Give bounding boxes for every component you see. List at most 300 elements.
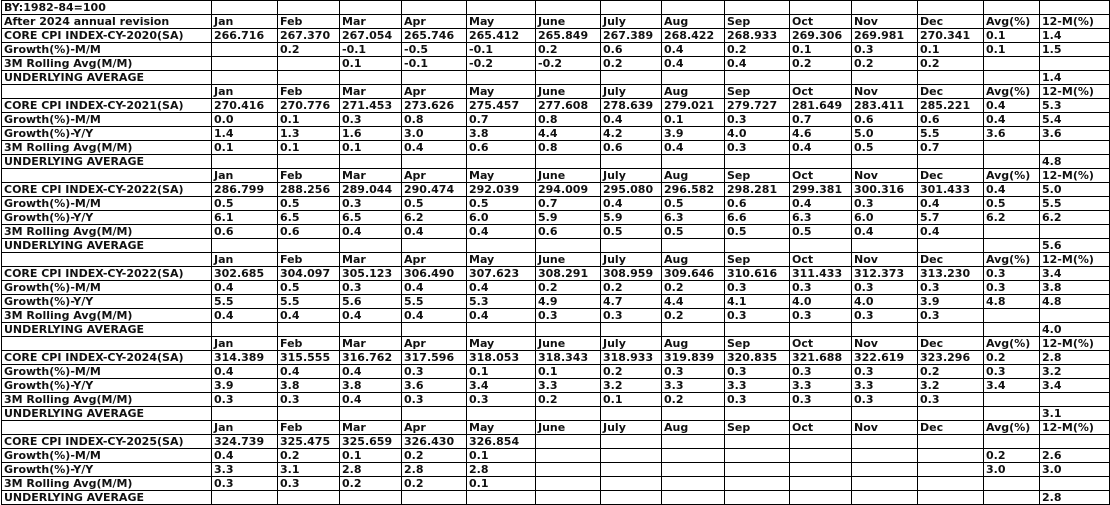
value-cell: 0.3 xyxy=(852,197,918,211)
value-cell: 269.981 xyxy=(852,29,918,43)
avg-cell xyxy=(984,435,1040,449)
row-label: Growth(%)-M/M xyxy=(2,197,212,211)
value-cell: 314.389 xyxy=(212,351,278,365)
value-cell: 0.2 xyxy=(278,449,340,463)
value-cell xyxy=(725,463,790,477)
value-cell: 5.0 xyxy=(852,127,918,141)
value-cell: 0.1 xyxy=(536,365,601,379)
value-cell: 267.054 xyxy=(340,29,402,43)
avg-cell xyxy=(984,57,1040,71)
value-cell: 0.3 xyxy=(790,309,852,323)
twelve-month-header: 12-M(%) xyxy=(1040,421,1110,435)
value-cell: 0.4 xyxy=(852,225,918,239)
value-cell: 3.4 xyxy=(467,379,536,393)
month-header: June xyxy=(536,85,601,99)
month-header: June xyxy=(536,421,601,435)
value-cell: 3.9 xyxy=(918,295,984,309)
value-cell: 6.3 xyxy=(790,211,852,225)
empty-cell xyxy=(918,491,984,505)
month-header: Feb xyxy=(278,337,340,351)
twelve-month-cell xyxy=(1040,141,1110,155)
twelve-month-cell xyxy=(1040,477,1110,491)
value-cell: 3.6 xyxy=(402,379,467,393)
month-header: July xyxy=(601,85,662,99)
table-row xyxy=(2,449,1110,463)
month-header: Apr xyxy=(402,253,467,267)
avg-cell: 0.5 xyxy=(984,197,1040,211)
value-cell: 0.2 xyxy=(601,57,662,71)
value-cell: 0.3 xyxy=(852,365,918,379)
value-cell: -0.5 xyxy=(402,43,467,57)
month-header: July xyxy=(601,337,662,351)
value-cell: 5.5 xyxy=(212,295,278,309)
empty-cell xyxy=(212,155,278,169)
value-cell: 0.5 xyxy=(662,225,725,239)
row-label: 3M Rolling Avg(M/M) xyxy=(2,477,212,491)
value-cell: 309.646 xyxy=(662,267,725,281)
table-row xyxy=(2,463,1110,477)
twelve-month-cell xyxy=(1040,393,1110,407)
month-header: Feb xyxy=(278,15,340,29)
value-cell xyxy=(918,477,984,491)
empty-cell xyxy=(984,491,1040,505)
avg-cell: 0.2 xyxy=(984,449,1040,463)
value-cell: 322.619 xyxy=(852,351,918,365)
month-header: Dec xyxy=(918,169,984,183)
value-cell: 294.009 xyxy=(536,183,601,197)
table-row xyxy=(2,435,1110,449)
value-cell xyxy=(662,477,725,491)
underlying-average-row xyxy=(2,71,1110,85)
value-cell: 325.659 xyxy=(340,435,402,449)
empty-cell xyxy=(601,239,662,253)
avg-header: Avg(%) xyxy=(984,421,1040,435)
value-cell: 0.3 xyxy=(402,393,467,407)
value-cell: 0.3 xyxy=(340,113,402,127)
table-row xyxy=(2,379,1110,393)
empty-cell xyxy=(278,239,340,253)
value-cell: 286.799 xyxy=(212,183,278,197)
value-cell: 0.1 xyxy=(918,43,984,57)
value-cell: 319.839 xyxy=(662,351,725,365)
value-cell: 0.1 xyxy=(601,393,662,407)
underlying-average-label: UNDERLYING AVERAGE xyxy=(2,491,212,505)
value-cell: 326.854 xyxy=(467,435,536,449)
value-cell: 0.6 xyxy=(278,225,340,239)
empty-cell xyxy=(278,71,340,85)
table-row xyxy=(2,225,1110,239)
value-cell: 324.739 xyxy=(212,435,278,449)
month-header: Jan xyxy=(212,169,278,183)
value-cell: 5.7 xyxy=(918,211,984,225)
month-header: Sep xyxy=(725,85,790,99)
value-cell: 4.0 xyxy=(852,295,918,309)
month-header: Oct xyxy=(790,85,852,99)
avg-header: Avg(%) xyxy=(984,253,1040,267)
value-cell: 312.373 xyxy=(852,267,918,281)
value-cell: 6.0 xyxy=(467,211,536,225)
value-cell: 308.291 xyxy=(536,267,601,281)
value-cell: 0.2 xyxy=(725,43,790,57)
value-cell: 300.316 xyxy=(852,183,918,197)
table-row xyxy=(2,309,1110,323)
avg-cell xyxy=(984,477,1040,491)
value-cell: 3.3 xyxy=(790,379,852,393)
value-cell: 5.5 xyxy=(402,295,467,309)
month-header: Feb xyxy=(278,85,340,99)
month-header: Mar xyxy=(340,421,402,435)
empty-cell xyxy=(467,323,536,337)
value-cell xyxy=(852,463,918,477)
month-header-row xyxy=(2,421,1110,435)
empty-cell xyxy=(601,323,662,337)
value-cell: 0.4 xyxy=(601,113,662,127)
value-cell: 0.4 xyxy=(212,281,278,295)
value-cell: 0.5 xyxy=(601,225,662,239)
underlying-average-label: UNDERLYING AVERAGE xyxy=(2,407,212,421)
value-cell: 0.2 xyxy=(662,281,725,295)
row-label: Growth(%)-M/M xyxy=(2,113,212,127)
month-header: Mar xyxy=(340,253,402,267)
empty-cell xyxy=(467,71,536,85)
empty-cell xyxy=(536,239,601,253)
value-cell: 0.6 xyxy=(601,43,662,57)
value-cell: 311.433 xyxy=(790,267,852,281)
value-cell: 288.256 xyxy=(278,183,340,197)
row-label: 3M Rolling Avg(M/M) xyxy=(2,309,212,323)
value-cell: 0.2 xyxy=(790,57,852,71)
value-cell xyxy=(662,435,725,449)
value-cell: 0.3 xyxy=(790,393,852,407)
value-cell: 0.3 xyxy=(601,309,662,323)
value-cell: 0.3 xyxy=(340,197,402,211)
twelve-month-header: 12-M(%) xyxy=(1040,253,1110,267)
value-cell: 0.1 xyxy=(467,477,536,491)
twelve-month-header: 12-M(%) xyxy=(1040,169,1110,183)
avg-cell xyxy=(984,225,1040,239)
value-cell: 0.3 xyxy=(536,309,601,323)
underlying-average-row xyxy=(2,155,1110,169)
month-header: June xyxy=(536,15,601,29)
avg-cell: 0.1 xyxy=(984,29,1040,43)
value-cell: 0.4 xyxy=(278,365,340,379)
value-cell: 302.685 xyxy=(212,267,278,281)
value-cell: 270.341 xyxy=(918,29,984,43)
twelve-month-cell: 2.8 xyxy=(1040,351,1110,365)
value-cell: 0.3 xyxy=(725,393,790,407)
month-header: Apr xyxy=(402,85,467,99)
month-header: Mar xyxy=(340,85,402,99)
avg-cell: 3.6 xyxy=(984,127,1040,141)
avg-cell: 0.4 xyxy=(984,113,1040,127)
value-cell: 0.0 xyxy=(212,113,278,127)
empty-cell xyxy=(601,155,662,169)
value-cell: 2.8 xyxy=(467,463,536,477)
row-label: 3M Rolling Avg(M/M) xyxy=(2,393,212,407)
month-header: Jan xyxy=(212,85,278,99)
avg-cell: 4.8 xyxy=(984,295,1040,309)
value-cell: 0.3 xyxy=(852,281,918,295)
value-cell: 292.039 xyxy=(467,183,536,197)
table-row xyxy=(2,351,1110,365)
value-cell: 0.1 xyxy=(467,449,536,463)
underlying-average-label: UNDERLYING AVERAGE xyxy=(2,323,212,337)
month-header: Aug xyxy=(662,337,725,351)
value-cell: 3.9 xyxy=(212,379,278,393)
value-cell xyxy=(852,435,918,449)
month-header: Apr xyxy=(402,337,467,351)
row-label: Growth(%)-M/M xyxy=(2,281,212,295)
month-header-row xyxy=(2,337,1110,351)
value-cell: 0.3 xyxy=(852,393,918,407)
empty-cell xyxy=(278,407,340,421)
empty-cell xyxy=(662,239,725,253)
value-cell xyxy=(918,463,984,477)
month-header: May xyxy=(467,421,536,435)
empty-cell xyxy=(536,155,601,169)
value-cell xyxy=(662,463,725,477)
table-row xyxy=(2,295,1110,309)
value-cell: 290.474 xyxy=(402,183,467,197)
value-cell: -0.1 xyxy=(467,43,536,57)
avg-header: Avg(%) xyxy=(984,85,1040,99)
twelve-month-cell xyxy=(1040,57,1110,71)
month-header: Nov xyxy=(852,85,918,99)
value-cell: 6.3 xyxy=(662,211,725,225)
value-cell: 0.6 xyxy=(467,141,536,155)
twelve-month-cell: 3.2 xyxy=(1040,365,1110,379)
twelve-month-cell: 1.4 xyxy=(1040,29,1110,43)
value-cell: 3.8 xyxy=(278,379,340,393)
value-cell: 0.4 xyxy=(918,225,984,239)
empty-cell xyxy=(852,491,918,505)
value-cell xyxy=(536,477,601,491)
underlying-average-row xyxy=(2,239,1110,253)
twelve-month-cell: 2.6 xyxy=(1040,449,1110,463)
value-cell: 3.1 xyxy=(278,463,340,477)
value-cell: 316.762 xyxy=(340,351,402,365)
value-cell: 323.296 xyxy=(918,351,984,365)
empty-cell xyxy=(852,407,918,421)
value-cell: 0.2 xyxy=(918,57,984,71)
underlying-average-label: UNDERLYING AVERAGE xyxy=(2,71,212,85)
value-cell: 0.7 xyxy=(918,141,984,155)
row-label: Growth(%)-M/M xyxy=(2,365,212,379)
month-header: Apr xyxy=(402,15,467,29)
twelve-month-cell: 5.3 xyxy=(1040,99,1110,113)
month-header-row xyxy=(2,169,1110,183)
value-cell: 0.6 xyxy=(852,113,918,127)
value-cell: 0.5 xyxy=(278,281,340,295)
value-cell: 0.4 xyxy=(212,309,278,323)
underlying-average-row xyxy=(2,323,1110,337)
value-cell: 0.2 xyxy=(340,477,402,491)
value-cell: 0.3 xyxy=(662,365,725,379)
value-cell: 0.2 xyxy=(918,365,984,379)
core-cpi-table xyxy=(1,0,1110,505)
value-cell: 0.2 xyxy=(402,477,467,491)
value-cell: 3.3 xyxy=(852,379,918,393)
value-cell: 285.221 xyxy=(918,99,984,113)
table-row xyxy=(2,127,1110,141)
value-cell: 0.4 xyxy=(467,309,536,323)
value-cell xyxy=(790,449,852,463)
value-cell: 0.5 xyxy=(662,197,725,211)
month-header: Dec xyxy=(918,85,984,99)
value-cell: 0.1 xyxy=(662,113,725,127)
empty-cell xyxy=(725,239,790,253)
month-header: Dec xyxy=(918,337,984,351)
empty-cell xyxy=(340,71,402,85)
month-header: Oct xyxy=(790,337,852,351)
month-header: Aug xyxy=(662,169,725,183)
row-label: 3M Rolling Avg(M/M) xyxy=(2,57,212,71)
value-cell: 3.0 xyxy=(402,127,467,141)
row-label: Growth(%)-Y/Y xyxy=(2,379,212,393)
empty-cell xyxy=(984,407,1040,421)
underlying-average-row xyxy=(2,491,1110,505)
month-header: Feb xyxy=(278,253,340,267)
empty-cell xyxy=(402,323,467,337)
value-cell: 0.3 xyxy=(790,281,852,295)
value-cell: 3.2 xyxy=(601,379,662,393)
value-cell: 0.6 xyxy=(918,113,984,127)
month-header: Nov xyxy=(852,169,918,183)
value-cell: 0.3 xyxy=(725,281,790,295)
avg-cell: 6.2 xyxy=(984,211,1040,225)
avg-cell: 3.4 xyxy=(984,379,1040,393)
empty-cell xyxy=(340,155,402,169)
value-cell: 0.5 xyxy=(725,225,790,239)
value-cell: 0.7 xyxy=(790,113,852,127)
empty-cell xyxy=(402,155,467,169)
value-cell xyxy=(601,435,662,449)
twelve-month-cell xyxy=(1040,435,1110,449)
avg-header: Avg(%) xyxy=(984,15,1040,29)
row-label: CORE CPI INDEX-CY-2022(SA) xyxy=(2,183,212,197)
value-cell: -0.2 xyxy=(467,57,536,71)
value-cell: 307.623 xyxy=(467,267,536,281)
value-cell: 269.306 xyxy=(790,29,852,43)
month-header: Mar xyxy=(340,169,402,183)
header-blank-cell xyxy=(2,169,212,183)
value-cell: 281.649 xyxy=(790,99,852,113)
month-header: May xyxy=(467,15,536,29)
value-cell xyxy=(918,449,984,463)
value-cell: 267.370 xyxy=(278,29,340,43)
empty-cell xyxy=(918,407,984,421)
base-year-label: BY:1982-84=100 xyxy=(2,1,212,15)
table-row xyxy=(2,43,1110,57)
value-cell: 0.4 xyxy=(662,141,725,155)
value-cell: 321.688 xyxy=(790,351,852,365)
avg-cell xyxy=(984,309,1040,323)
twelve-month-cell: 3.6 xyxy=(1040,127,1110,141)
avg-header: Avg(%) xyxy=(984,337,1040,351)
value-cell: 3.3 xyxy=(212,463,278,477)
value-cell: 0.3 xyxy=(725,309,790,323)
month-header: May xyxy=(467,85,536,99)
value-cell: 2.8 xyxy=(402,463,467,477)
value-cell: -0.2 xyxy=(536,57,601,71)
value-cell: 0.4 xyxy=(662,43,725,57)
month-header: Sep xyxy=(725,15,790,29)
value-cell xyxy=(790,477,852,491)
empty-cell xyxy=(662,323,725,337)
value-cell xyxy=(662,449,725,463)
value-cell: 1.6 xyxy=(340,127,402,141)
row-label: CORE CPI INDEX-CY-2022(SA) xyxy=(2,267,212,281)
empty-cell xyxy=(536,71,601,85)
value-cell: 279.021 xyxy=(662,99,725,113)
month-header: Jan xyxy=(212,337,278,351)
empty-cell xyxy=(467,155,536,169)
month-header: June xyxy=(536,337,601,351)
value-cell: 0.3 xyxy=(725,141,790,155)
empty-cell xyxy=(340,491,402,505)
value-cell: 0.2 xyxy=(536,393,601,407)
table-row xyxy=(2,57,1110,71)
value-cell: 0.1 xyxy=(467,365,536,379)
row-label: CORE CPI INDEX-CY-2020(SA) xyxy=(2,29,212,43)
month-header: Nov xyxy=(852,253,918,267)
value-cell: 270.416 xyxy=(212,99,278,113)
value-cell: 298.281 xyxy=(725,183,790,197)
empty-cell xyxy=(212,239,278,253)
value-cell xyxy=(790,435,852,449)
value-cell xyxy=(212,57,278,71)
value-cell: 0.5 xyxy=(212,197,278,211)
value-cell xyxy=(601,477,662,491)
empty-cell xyxy=(402,71,467,85)
value-cell: 0.5 xyxy=(852,141,918,155)
row-label: 3M Rolling Avg(M/M) xyxy=(2,225,212,239)
value-cell: 0.8 xyxy=(536,113,601,127)
value-cell: 0.2 xyxy=(662,393,725,407)
month-header: Aug xyxy=(662,253,725,267)
empty-cell xyxy=(662,155,725,169)
month-header: Aug xyxy=(662,15,725,29)
empty-cell xyxy=(725,323,790,337)
avg-cell: 0.4 xyxy=(984,183,1040,197)
avg-cell: 0.3 xyxy=(984,281,1040,295)
month-header: Oct xyxy=(790,15,852,29)
value-cell xyxy=(536,449,601,463)
value-cell: 0.3 xyxy=(402,365,467,379)
value-cell: 0.4 xyxy=(212,365,278,379)
value-cell: 0.2 xyxy=(536,281,601,295)
value-cell: 266.716 xyxy=(212,29,278,43)
empty-cell xyxy=(601,407,662,421)
twelve-month-cell: 3.4 xyxy=(1040,379,1110,393)
value-cell: 6.2 xyxy=(402,211,467,225)
empty-cell xyxy=(467,239,536,253)
value-cell: 5.9 xyxy=(536,211,601,225)
table-row xyxy=(2,365,1110,379)
month-header-row xyxy=(2,85,1110,99)
table-row xyxy=(2,211,1110,225)
month-header: Apr xyxy=(402,169,467,183)
value-cell: 0.3 xyxy=(918,309,984,323)
value-cell: 5.3 xyxy=(467,295,536,309)
value-cell: 3.9 xyxy=(662,127,725,141)
value-cell: 5.5 xyxy=(918,127,984,141)
value-cell xyxy=(918,435,984,449)
empty-cell xyxy=(852,155,918,169)
month-header: Nov xyxy=(852,337,918,351)
month-header: July xyxy=(601,253,662,267)
month-header: Sep xyxy=(725,169,790,183)
